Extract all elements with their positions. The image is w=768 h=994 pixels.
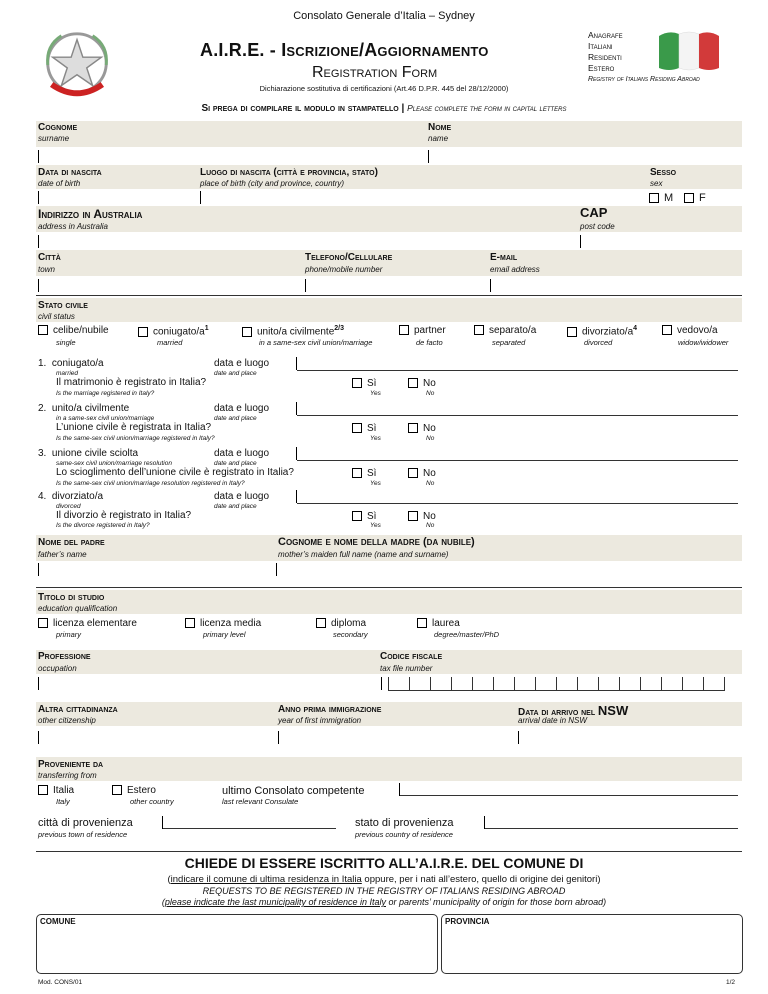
civil-item-3: 3. unione civile sciolta — [38, 448, 139, 459]
civil-item-4-no[interactable]: No — [408, 511, 436, 522]
sex-m-checkbox[interactable]: M — [649, 192, 673, 204]
citta-input[interactable] — [38, 279, 39, 292]
anno-input[interactable] — [278, 731, 279, 744]
civil-item-2-sub: in a same-sex civil union/marriage — [56, 415, 155, 422]
civil-item-3-dl-sub: date and place — [214, 460, 257, 467]
arrivo-sub: arrival date in NSW — [518, 716, 587, 725]
civil-item-4-input[interactable] — [296, 490, 297, 503]
studio-option-laurea[interactable]: laurea — [417, 618, 460, 629]
civil-item-2-yes-sub: Yes — [370, 435, 381, 442]
civil-item-2-no[interactable]: No — [408, 423, 436, 434]
studio-option-media[interactable]: licenza media — [185, 618, 261, 629]
civil-item-1-input[interactable] — [296, 357, 297, 370]
indirizzo-label: Indirizzo in Australia — [38, 207, 143, 221]
stato-prov-sub: previous country of residence — [355, 830, 453, 839]
telefono-input[interactable] — [305, 279, 306, 292]
altra-input[interactable] — [38, 731, 39, 744]
civil-option-union-sub: in a same-sex civil union/marriage — [259, 338, 373, 347]
civil-item-4-yes[interactable]: Sì — [352, 511, 376, 522]
altra-sub: other citizenship — [38, 716, 96, 725]
civil-option-married[interactable]: coniugato/$a^1$ — [138, 325, 209, 337]
padre-label: Nome del padre — [38, 537, 105, 548]
prov-option-estero[interactable]: Estero — [112, 785, 156, 796]
civil-item-2: 2. unito/a civilmente — [38, 403, 130, 414]
consolato-label: ultimo Consolato competente — [222, 785, 365, 797]
civil-item-1-yes[interactable]: Sì — [352, 378, 376, 389]
civil-item-1-no[interactable]: No — [408, 378, 436, 389]
civil-item-3-no[interactable]: No — [408, 468, 436, 479]
civil-item-1-line — [297, 370, 738, 371]
civil-option-widow[interactable]: vedovo/a — [662, 325, 718, 336]
anno-label: Anno prima immigrazione — [278, 704, 382, 715]
telefono-label: Telefono/Cellulare — [305, 252, 393, 263]
padre-sub: father’s name — [38, 550, 87, 559]
civil-item-1-no-sub: No — [426, 390, 435, 397]
name-band — [36, 121, 742, 147]
aire-acronym: Anagrafe Italiani Residenti Estero — [588, 30, 623, 73]
civil-item-1-dl: data e luogo — [214, 358, 270, 369]
civil-item-3-sub: same-sex civil union/marriage resolution — [56, 460, 172, 467]
chiede-title: CHIEDE DI ESSERE ISCRITTO ALL’A.I.R.E. DEL COMUNE DI — [184, 855, 584, 871]
anno-sub: year of first immigration — [278, 716, 362, 725]
stato-prov-line — [485, 828, 738, 829]
civil-item-1-sub: married — [56, 370, 79, 377]
civil-item-4: 4. divorziato/a — [38, 491, 104, 502]
civil-item-2-question-sub: Is the same-sex civil union/marriage registered in Italy? — [56, 435, 215, 442]
studio-option-laurea-sub: degree/master/PhD — [434, 630, 500, 639]
civil-option-separated-sub: separated — [492, 338, 526, 347]
indirizzo-input[interactable] — [38, 235, 39, 248]
studio-option-diploma-sub: secondary — [333, 630, 368, 639]
form-subtitle: Registration Form — [312, 64, 438, 81]
registry-abroad-text: Registry of Italians Residing Abroad — [588, 76, 700, 83]
civil-item-4-line — [297, 503, 738, 504]
consolato-line — [400, 795, 738, 796]
civil-item-2-dl-sub: date and place — [214, 415, 257, 422]
prov-sub: transferring from — [38, 771, 97, 780]
citizen-band — [36, 702, 742, 726]
civil-item-1-dl-sub: date and place — [214, 370, 257, 377]
cognome-sub: surname — [38, 134, 70, 143]
codice-cursor — [381, 677, 382, 690]
birth-band — [36, 165, 742, 189]
studio-band — [36, 590, 742, 614]
comune-box[interactable] — [36, 914, 438, 974]
prov-band — [36, 757, 742, 781]
italian-flag-icon — [657, 28, 721, 74]
civil-sub: civil status — [38, 312, 75, 321]
civil-item-3-yes-sub: Yes — [370, 480, 381, 487]
civil-option-divorced[interactable]: divorziato/$a^4$ — [567, 325, 637, 337]
civil-item-1-question: Il matrimonio è registrato in Italia? — [56, 377, 207, 388]
codice-label: Codice fiscale — [380, 651, 443, 662]
civil-item-4-yes-sub: Yes — [370, 522, 381, 529]
civil-band — [36, 298, 742, 322]
divider — [36, 851, 742, 852]
prov-label: Proveniente da — [38, 759, 104, 770]
civil-option-partner-sub: de facto — [416, 338, 443, 347]
civil-item-3-input[interactable] — [296, 447, 297, 460]
arrivo-input[interactable] — [518, 731, 519, 744]
civil-item-4-sub: divorced — [56, 503, 81, 510]
professione-label: Professione — [38, 651, 91, 662]
civil-label: Stato civile — [38, 300, 88, 311]
civil-option-married-sub: married — [157, 338, 183, 347]
sesso-label: Sesso — [650, 167, 677, 178]
prov-option-estero-sub: other country — [130, 797, 174, 806]
madre-sub: mother’s maiden full name (name and surname) — [278, 550, 449, 559]
civil-item-4-dl-sub: date and place — [214, 503, 257, 510]
civil-option-divorced-sub: divorced — [584, 338, 613, 347]
consulate-title: Consolato Generale d’Italia – Sydney — [293, 10, 475, 22]
chiede-english: REQUESTS TO BE REGISTERED IN THE REGISTRY OF ITALIANS RESIDING ABROAD — [202, 886, 566, 896]
form-title: A.I.R.E. - Iscrizione/Aggiornamento — [200, 40, 489, 60]
professione-input[interactable] — [38, 677, 39, 690]
citta-label: Città — [38, 252, 61, 263]
codice-input[interactable] — [388, 677, 725, 691]
stato-prov-label: stato di provenienza — [355, 817, 454, 829]
declaration-text: Dichiarazione sostitutiva di certificazioni (Art.46 D.P.R. 445 del 28/12/2000) — [259, 84, 509, 93]
citta-sub: town — [38, 265, 55, 274]
studio-option-elementare-sub: primary — [56, 630, 82, 639]
civil-item-1-yes-sub: Yes — [370, 390, 381, 397]
chiede-subtitle: (indicare il comune di ultima residenza in Italia oppure, per i nati all’estero, quello di origine dei genitori) — [167, 874, 601, 885]
email-label: E-mail — [490, 252, 518, 263]
civil-item-1-question-sub: Is the marriage registered in Italy? — [56, 390, 155, 397]
sesso-sub: sex — [650, 179, 663, 188]
civil-item-2-input[interactable] — [296, 402, 297, 415]
civil-option-partner[interactable]: partner — [399, 325, 446, 336]
citta-prov-label: città di provenienza — [38, 817, 133, 829]
civil-item-4-question: Il divorzio è registrato in Italia? — [56, 510, 192, 521]
comune-label: COMUNE — [40, 917, 76, 926]
citta-prov-line — [163, 828, 336, 829]
provincia-label: PROVINCIA — [445, 917, 490, 926]
madre-label: Cognome e nome della madre (da nubile) — [278, 536, 475, 548]
civil-option-separated[interactable]: separato/a — [474, 325, 536, 336]
nome-sub: name — [428, 134, 449, 143]
civil-item-3-dl: data e luogo — [214, 448, 270, 459]
luogo-nascita-label: Luogo di nascita (città e provincia, stato) — [200, 167, 378, 178]
civil-item-2-line — [297, 415, 738, 416]
civil-item-4-dl: data e luogo — [214, 491, 270, 502]
professione-sub: occupation — [38, 664, 77, 673]
data-nascita-sub: date of birth — [38, 179, 81, 188]
civil-item-3-line — [297, 460, 738, 461]
civil-item-2-yes[interactable]: Sì — [352, 423, 376, 434]
footer-mod: Mod. CONS/01 — [38, 979, 83, 986]
nome-input[interactable] — [428, 150, 429, 163]
studio-option-media-sub: primary level — [203, 630, 246, 639]
consolato-sub: last relevant Consulate — [222, 797, 299, 806]
cognome-input[interactable] — [38, 150, 39, 163]
civil-item-3-yes[interactable]: Sì — [352, 468, 376, 479]
compile-instruction: Si prega di compilare il modulo in stampatello | Please complete the form in capital letters — [201, 103, 567, 114]
footer-page: 1/2 — [726, 979, 736, 986]
padre-input[interactable] — [38, 563, 39, 576]
civil-item-3-question-sub: Is the same-sex civil union/marriage resolution registered in Italy? — [56, 480, 245, 487]
data-nascita-input[interactable] — [38, 191, 39, 204]
studio-option-elementare[interactable]: licenza elementare — [38, 618, 137, 629]
email-input[interactable] — [490, 279, 491, 292]
cognome-label: Cognome — [38, 122, 78, 133]
chiede-english-note: (please indicate the last municipality of residence in Italy or parents’ municipality of origin for those born abroad) — [161, 897, 607, 907]
civil-item-3-question: Lo scioglimento dell’unione civile è registrato in Italia? — [56, 467, 294, 478]
altra-label: Altra cittadinanza — [38, 704, 118, 715]
nome-label: Nome — [428, 122, 452, 133]
studio-sub: education qualification — [38, 604, 118, 613]
civil-item-1: 1. coniugato/a — [38, 358, 104, 369]
divider — [36, 587, 742, 588]
civil-option-single[interactable]: celibe/nubile — [38, 325, 109, 336]
studio-option-diploma[interactable]: diploma — [316, 618, 366, 629]
civil-option-single-sub: single — [56, 338, 76, 347]
civil-item-4-no-sub: No — [426, 522, 435, 529]
cap-label: CAP — [580, 205, 608, 220]
prov-option-italia[interactable]: Italia — [38, 785, 74, 796]
civil-option-widow-sub: widow/widower — [678, 338, 729, 347]
divider — [36, 295, 742, 296]
civil-item-2-question: L’unione civile è registrata in Italia? — [56, 422, 212, 433]
data-nascita-label: Data di nascita — [38, 167, 102, 178]
madre-input[interactable] — [276, 563, 277, 576]
civil-item-2-dl: data e luogo — [214, 403, 270, 414]
cap-sub: post code — [580, 222, 615, 231]
civil-option-union[interactable]: unito/a civilmente$^{2/3}$ — [242, 325, 344, 337]
luogo-nascita-sub: place of birth (city and province, country) — [200, 179, 345, 188]
codice-sub: tax file number — [380, 664, 433, 673]
civil-item-4-question-sub: Is the divorce registered in Italy? — [56, 522, 150, 529]
email-sub: email address — [490, 265, 540, 274]
indirizzo-sub: address in Australia — [38, 222, 108, 231]
sex-f-checkbox[interactable]: F — [684, 192, 706, 204]
studio-label: Titolo di studio — [38, 592, 105, 603]
prov-option-italia-sub: Italy — [56, 797, 70, 806]
luogo-nascita-input[interactable] — [200, 191, 201, 204]
arrivo-label: Data di arrivo nel NSW — [518, 703, 629, 718]
cap-input[interactable] — [580, 235, 581, 248]
civil-item-3-no-sub: No — [426, 480, 435, 487]
citta-prov-sub: previous town of residence — [38, 830, 128, 839]
civil-item-2-no-sub: No — [426, 435, 435, 442]
telefono-sub: phone/mobile number — [305, 265, 383, 274]
